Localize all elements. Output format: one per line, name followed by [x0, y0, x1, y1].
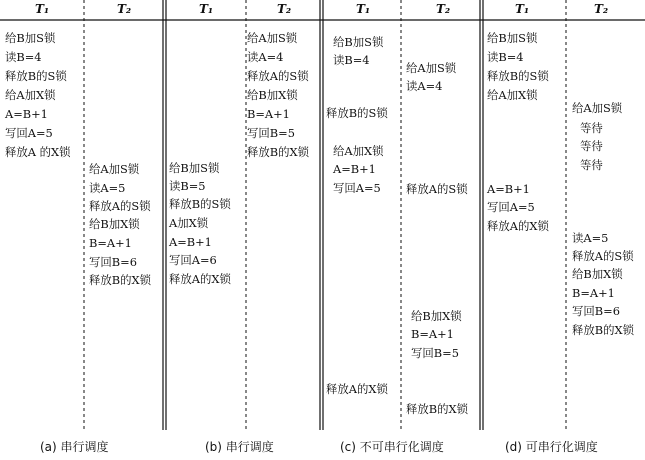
schedule-d-t1-step: 给A加X锁: [487, 88, 538, 102]
caption-a: (a) 串行调度: [40, 440, 109, 454]
caption-c: (c) 不可串行化调度: [340, 440, 444, 454]
schedule-a-t2-step: 写回B=6: [89, 255, 137, 269]
header-b-t1: T₁: [199, 2, 214, 16]
schedule-d-t2-step: 写回B=6: [572, 304, 620, 318]
schedule-b-t1-step: 给B加S锁: [169, 161, 220, 175]
schedule-d-t2-step: 等待: [580, 158, 603, 172]
schedule-d-t2-step: 释放B的X锁: [572, 323, 635, 337]
header-d-t2: T₂: [594, 2, 609, 16]
schedule-b-t2-step: 释放B的X锁: [247, 145, 310, 159]
schedule-d-t1-step: 给B加S锁: [487, 31, 538, 45]
schedule-b-t1-step: A=B+1: [169, 235, 212, 249]
schedule-c-t1-step: 读B=4: [333, 53, 370, 67]
schedule-d-t1-step: 释放B的S锁: [487, 69, 549, 83]
schedule-a-t1-step: 释放A 的X锁: [5, 145, 71, 159]
schedule-d-t1-step: 写回A=5: [487, 200, 535, 214]
schedule-d-t1-step: 读B=4: [487, 50, 524, 64]
schedule-a-t1-step: 读B=4: [5, 50, 42, 64]
schedule-c-t2-step: B=A+1: [411, 327, 454, 341]
schedule-b-t1-step: 读B=5: [169, 179, 206, 193]
schedule-c-t1-step: 写回A=5: [333, 181, 381, 195]
schedule-d-t2-step: B=A+1: [572, 286, 615, 300]
schedule-a-t2-step: 给B加X锁: [89, 217, 140, 231]
schedule-a-t2-step: 读A=5: [89, 181, 126, 195]
schedule-a-t2-step: 释放B的X锁: [89, 273, 152, 287]
schedule-d-t1-step: 释放A的X锁: [487, 219, 549, 233]
header-b-t2: T₂: [277, 2, 292, 16]
schedule-a-t1-step: A=B+1: [5, 107, 48, 121]
schedule-c-t2-step: 释放B的X锁: [406, 402, 469, 416]
schedule-b-t1-step: A加X锁: [169, 216, 209, 230]
schedule-c-t1-step: 给B加S锁: [333, 35, 384, 49]
header-c-t2: T₂: [436, 2, 451, 16]
schedule-b-t2-step: B=A+1: [247, 107, 290, 121]
schedule-c-t1-step: A=B+1: [333, 162, 376, 176]
schedule-d-t2-step: 读A=5: [572, 231, 609, 245]
schedule-a-t1-step: 给B加S锁: [5, 31, 56, 45]
schedule-c-t1-step: 释放B的S锁: [326, 106, 388, 120]
caption-d: (d) 可串行化调度: [505, 440, 598, 454]
schedule-b-t2-step: 写回B=5: [247, 126, 295, 140]
schedule-b-t2-step: 读A=4: [247, 50, 284, 64]
schedule-d-t1-step: A=B+1: [487, 182, 530, 196]
header-d-t1: T₁: [515, 2, 530, 16]
caption-b: (b) 串行调度: [205, 440, 274, 454]
header-c-t1: T₁: [356, 2, 371, 16]
schedule-c-t2-step: 给B加X锁: [411, 309, 462, 323]
schedule-d-t2-step: 给A加S锁: [572, 101, 623, 115]
schedule-c-t2-step: 读A=4: [406, 79, 443, 93]
schedule-b-t2-step: 给B加X锁: [247, 88, 298, 102]
schedule-a-t1-step: 给A加X锁: [5, 88, 56, 102]
schedule-c-t2-step: 写回B=5: [411, 346, 459, 360]
schedule-b-t1-step: 写回A=6: [169, 253, 217, 267]
schedule-d-t2-step: 等待: [580, 121, 603, 135]
schedule-c-t1-step: 给A加X锁: [333, 144, 384, 158]
schedule-a-t1-step: 释放B的S锁: [5, 69, 67, 83]
schedule-b-t2-step: 给A加S锁: [247, 31, 298, 45]
schedule-b-t1-step: 释放A的X锁: [169, 272, 231, 286]
header-a-t2: T₂: [117, 2, 132, 16]
schedule-a-t2-step: 释放A的S锁: [89, 199, 151, 213]
schedule-a-t2-step: B=A+1: [89, 236, 132, 250]
schedule-a-t1-step: 写回A=5: [5, 126, 53, 140]
schedule-c-t2-step: 释放A的S锁: [406, 182, 468, 196]
schedule-b-t1-step: 释放B的S锁: [169, 197, 231, 211]
schedule-c-t2-step: 给A加S锁: [406, 61, 457, 75]
schedule-c-t1-step: 释放A的X锁: [326, 382, 388, 396]
schedule-d-t2-step: 等待: [580, 139, 603, 153]
schedule-b-t2-step: 释放A的S锁: [247, 69, 309, 83]
schedule-a-t2-step: 给A加S锁: [89, 162, 140, 176]
header-a-t1: T₁: [35, 2, 50, 16]
schedule-d-t2-step: 给B加X锁: [572, 267, 623, 281]
schedule-d-t2-step: 释放A的S锁: [572, 249, 634, 263]
